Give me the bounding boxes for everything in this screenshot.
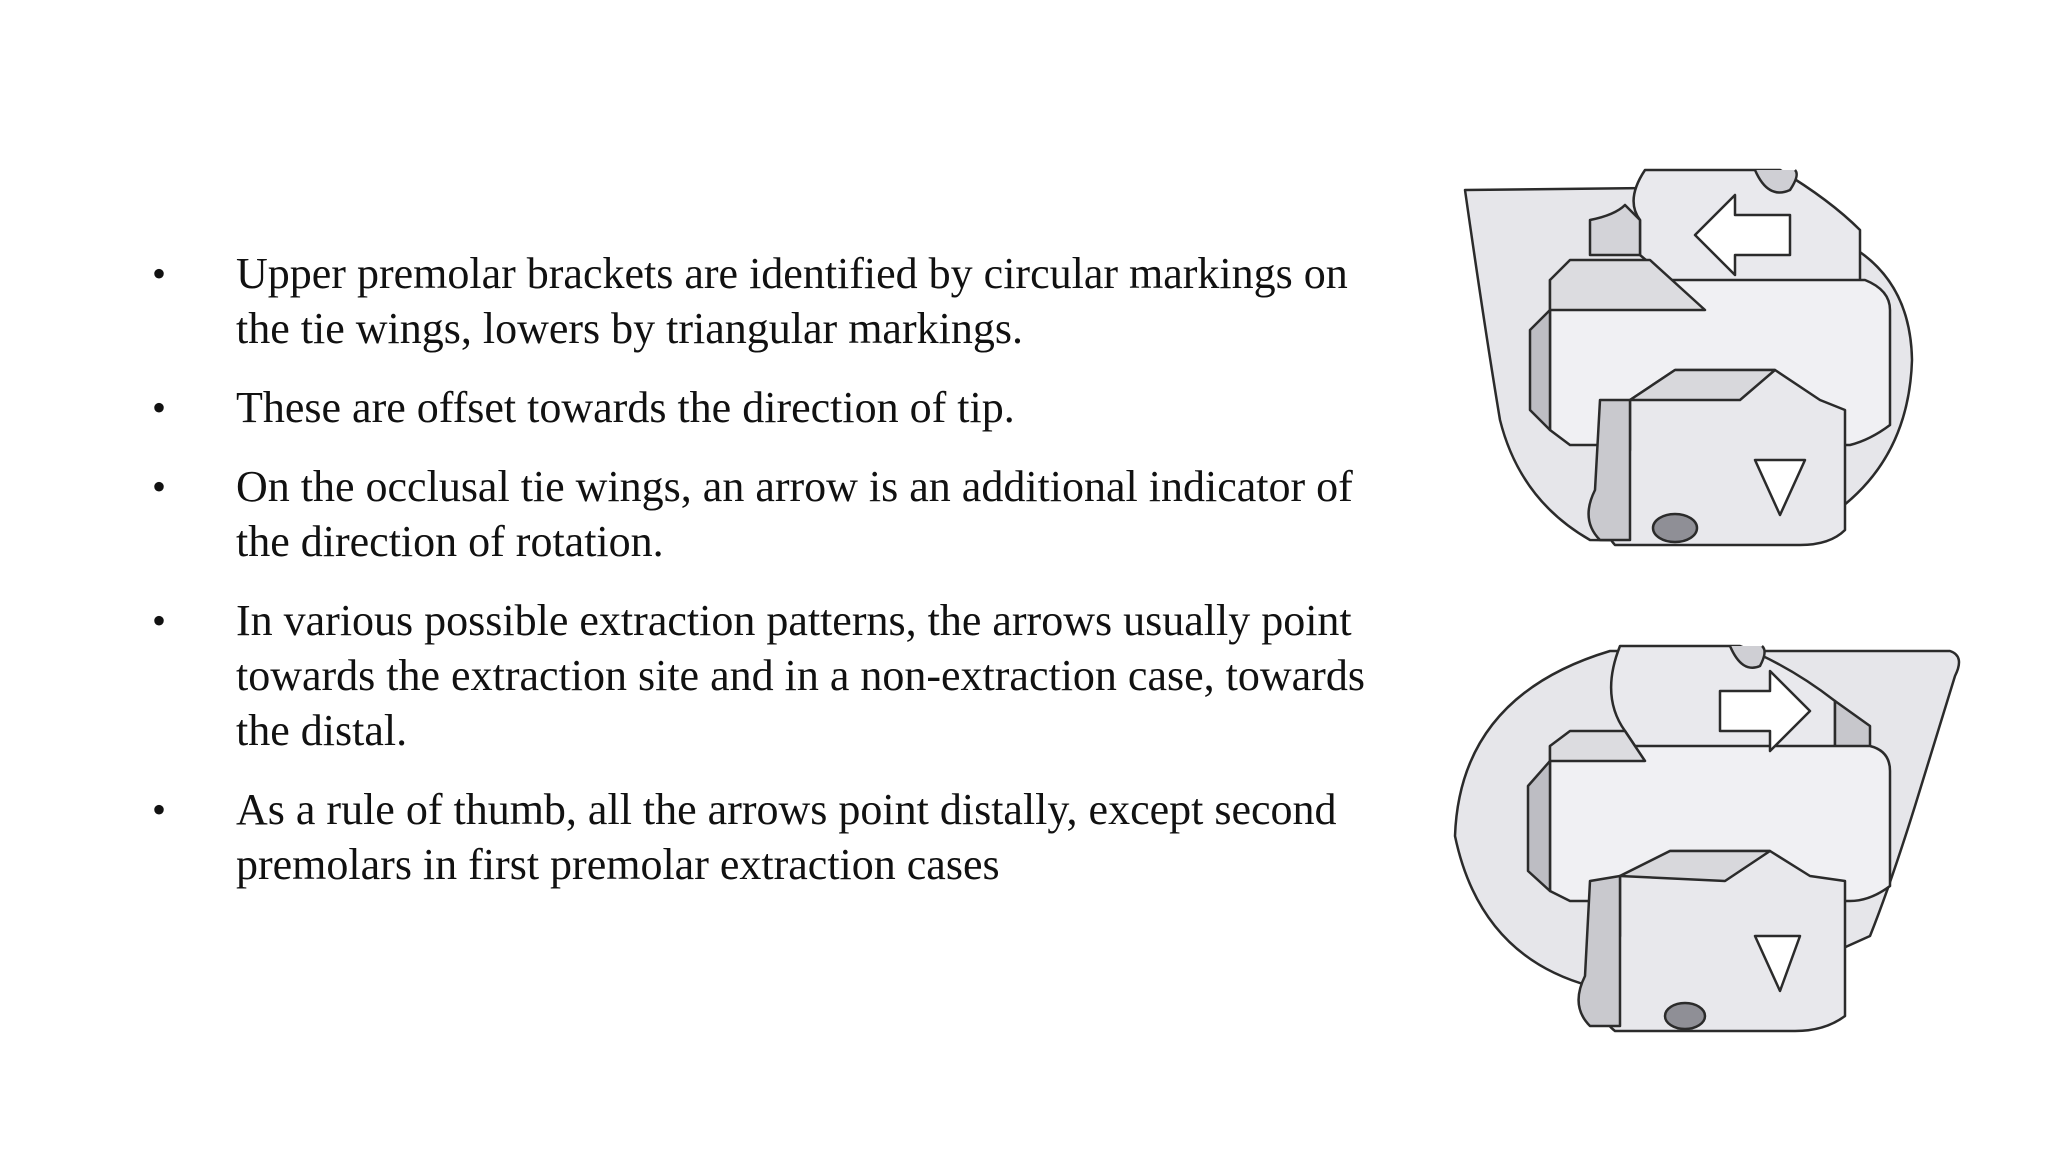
bullet-marker: • [152,598,167,643]
bullet-text: In various possible extraction patterns, the arrows usually point towards the extraction site and in a non-extraction case, towards the distal. [236,596,1365,755]
bracket-drawing [1450,160,1930,555]
bullet-item [150,782,1380,892]
bullet-marker: • [152,385,167,430]
lower-premolar-bracket-illustration [1450,636,1970,1041]
bullet-item [150,593,1380,758]
bullet-text: These are offset towards the direction of tip. [236,383,1015,432]
bullet-text: As a rule of thumb, all the arrows point distally, except second premolars in first premolar extraction cases [236,785,1337,889]
bullet-item [150,246,1380,356]
bullet-marker: • [152,464,167,509]
bullet-item [150,380,1380,435]
bullet-marker: • [152,787,167,832]
bullet-item [150,459,1380,569]
bullet-text: Upper premolar brackets are identified by circular markings on the tie wings, lowers by triangular markings. [236,249,1348,353]
bullet-text: On the occlusal tie wings, an arrow is an additional indicator of the direction of rotation. [236,462,1353,566]
upper-premolar-bracket-illustration [1450,160,1930,555]
bracket-drawing [1450,636,1970,1041]
bullet-list [150,246,1380,916]
bullet-marker: • [152,251,167,296]
